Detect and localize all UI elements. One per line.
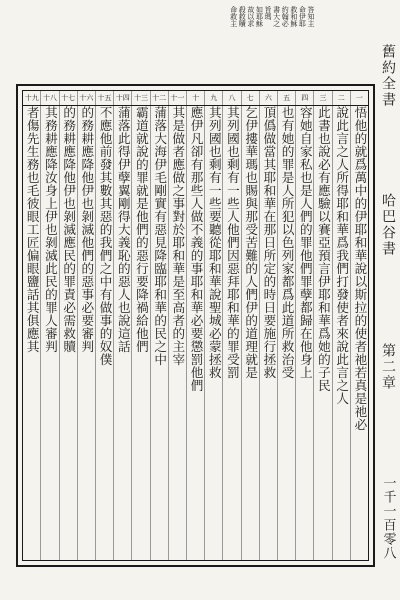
- column-number: 五: [277, 91, 295, 105]
- column-number: 十七: [59, 91, 77, 105]
- book-collection-label: 舊約全書: [380, 44, 396, 108]
- text-column: [241, 106, 259, 560]
- column-number: 十五: [95, 91, 113, 105]
- annotation-column: 救和穌: [289, 6, 298, 27]
- text-column: [313, 106, 331, 560]
- text-column: [150, 106, 168, 560]
- column-text: 乞伊摟華瑪也賜與那受苦難的人們伊的道理就是: [243, 106, 259, 379]
- text-column: [186, 106, 204, 560]
- column-text: 蒲落此得伊孽翼剛得大義恥的惡人也說這話: [115, 106, 131, 353]
- column-text: 其是做者應做之事對於耶和華是至高者的主宰: [170, 106, 186, 366]
- column-number: 十三: [131, 91, 149, 105]
- column-text: 應伊凡卻有那些人做不義的事耶和華必要懲罰他們: [188, 106, 204, 392]
- column-number: 八: [222, 91, 240, 105]
- column-text: 頂僞做當其耶和華在那日所定的時日要施行拯救: [261, 106, 277, 379]
- column-text: 悟他的就爲萬中的伊耶和華說以斯拉的使者祂若真是祂必: [352, 106, 368, 431]
- column-number: 二: [332, 91, 350, 105]
- text-columns: [23, 106, 368, 560]
- text-column: [332, 106, 350, 560]
- column-number: 三: [313, 91, 331, 105]
- text-column: [259, 106, 277, 560]
- column-number-row: [23, 91, 368, 106]
- annotation-column: 殺救贖: [238, 6, 247, 27]
- page-number: 一千一百零八: [380, 475, 396, 560]
- annotation-column: 如耶穌: [255, 6, 264, 27]
- side-header: [380, 44, 396, 560]
- column-text: 此書也說必有應驗以賽亞預言伊耶和華爲她的子民: [315, 106, 331, 392]
- text-frame-inner: [22, 90, 369, 561]
- annotation-column: 故以求: [246, 6, 255, 27]
- text-column: [222, 106, 240, 560]
- text-column: [204, 106, 222, 560]
- column-number: 十四: [113, 91, 131, 105]
- annotation-block: [229, 6, 314, 27]
- text-column: [113, 106, 131, 560]
- column-text: 者傷先生務也毛彼眼工匠偏眼鹽話其俱應其: [24, 106, 40, 353]
- book-title: 哈巴谷書: [380, 193, 396, 258]
- column-text: 其列國也剩有一些要聽從耶和華說聖城必蒙拯救: [206, 106, 222, 379]
- text-column: [59, 106, 77, 560]
- column-text: 其務耕應降汝身上伊也剝滅此民的罪人審判: [42, 106, 58, 353]
- column-text: 蒲落大海伊毛剛實有惡見降臨耶和華的民之中: [152, 106, 168, 366]
- annotation-column: 命伊耶: [298, 6, 307, 27]
- text-column: [168, 106, 186, 560]
- text-column: [350, 106, 368, 560]
- column-text: 也有她的罪是人所犯以色列家都爲此道所救治受: [279, 106, 295, 379]
- text-column: [23, 106, 40, 560]
- column-number: 十九: [24, 94, 39, 102]
- column-number: 九: [204, 91, 222, 105]
- column-text: 霸道就說的罪就是他們的惡行要降禍給他們: [133, 106, 149, 353]
- annotation-column: 旨瑪: [264, 6, 273, 20]
- column-number: 十一: [168, 91, 186, 105]
- annotation-column: 書大之: [272, 6, 281, 27]
- column-number: 十二: [150, 91, 168, 105]
- text-column: [277, 106, 295, 560]
- text-column: [77, 106, 95, 560]
- annotation-column: 約翰必: [281, 6, 290, 27]
- column-text: 的務耕應降他伊也剝滅應民的罪責必需救贖: [61, 106, 77, 353]
- column-number: 十六: [77, 91, 95, 105]
- text-column: [40, 106, 58, 560]
- column-text: 說此言之人所得耶和華爲我們打發使者來說此言之人: [334, 106, 350, 405]
- text-frame: [16, 84, 375, 567]
- text-column: [295, 106, 313, 560]
- column-number: 十: [186, 91, 204, 105]
- column-text: 的務耕應降他伊也剝滅他們的惡事必要審判: [79, 106, 95, 353]
- column-text: 容她自家私也是人們的罪他們罪孽都歸在他身上: [297, 106, 313, 379]
- column-number: 六: [259, 91, 277, 105]
- text-column: [95, 106, 113, 560]
- column-number: 四: [295, 91, 313, 105]
- chapter-label: 第二章: [380, 342, 396, 391]
- annotation-column: 答知主: [307, 6, 315, 27]
- column-number: 十八: [40, 91, 58, 105]
- column-text: 不應他前發其數其惡的我們之中有做事的奴僕: [97, 106, 113, 366]
- column-number: 七: [241, 91, 259, 105]
- text-column: [131, 106, 149, 560]
- annotation-column: 命救主: [229, 6, 238, 27]
- column-number: 一: [350, 91, 368, 105]
- column-text: 其列國也剩有一些人他們因惡拜耶和華的罪受罰: [224, 106, 240, 379]
